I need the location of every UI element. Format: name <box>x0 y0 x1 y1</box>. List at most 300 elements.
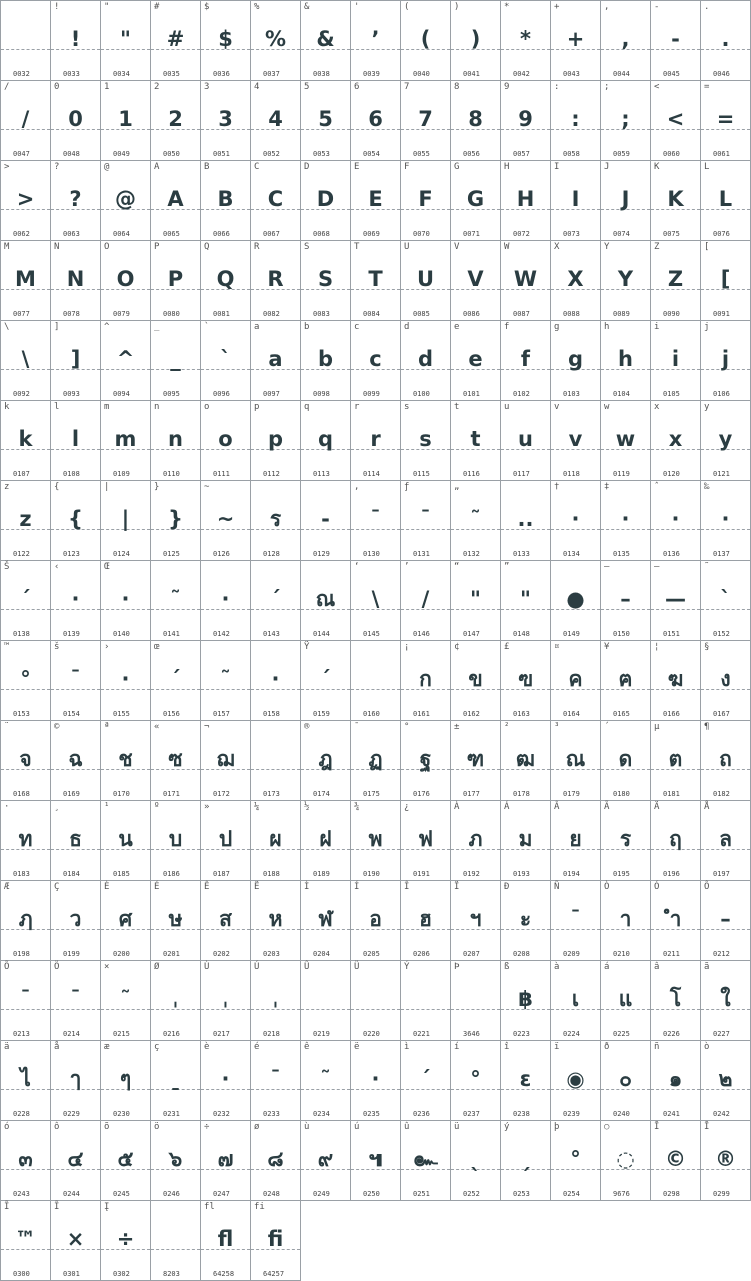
glyph-cell[interactable] <box>350 320 400 400</box>
glyph-cell[interactable] <box>500 1040 550 1120</box>
glyph-cell[interactable] <box>450 880 500 960</box>
glyph-cell[interactable] <box>200 320 250 400</box>
glyph-cell[interactable] <box>700 80 751 160</box>
glyph-reference-char: h <box>604 322 610 332</box>
glyph-cell[interactable] <box>350 80 400 160</box>
glyph-cell[interactable] <box>100 800 150 880</box>
glyph-cell[interactable] <box>500 800 550 880</box>
glyph-cell[interactable] <box>100 960 150 1040</box>
glyph-sample: ๗ <box>217 1147 234 1171</box>
glyph-cell[interactable] <box>50 800 100 880</box>
glyph-cell[interactable] <box>200 560 250 640</box>
glyph-cell[interactable] <box>400 1120 450 1201</box>
glyph-cell[interactable] <box>400 560 450 640</box>
glyph-cell[interactable] <box>250 240 300 320</box>
glyph-cell[interactable] <box>500 240 550 320</box>
glyph-cell[interactable] <box>200 480 250 560</box>
glyph-reference-char: è <box>204 1042 210 1052</box>
glyph-reference-char: „ <box>454 482 460 492</box>
glyph-cell[interactable] <box>100 160 150 240</box>
glyph-cell[interactable] <box>700 880 751 960</box>
glyph-cell[interactable] <box>350 0 400 80</box>
glyph-cell[interactable] <box>200 720 250 800</box>
glyph-cell[interactable] <box>350 640 400 720</box>
glyph-cell[interactable] <box>700 960 751 1040</box>
glyph-reference-char: ö <box>154 1122 160 1132</box>
glyph-cell[interactable] <box>450 1120 500 1201</box>
glyph-cell[interactable] <box>600 720 650 800</box>
glyph-cell[interactable] <box>350 880 400 960</box>
glyph-code: 0169 <box>63 790 80 798</box>
glyph-cell[interactable] <box>200 880 250 960</box>
glyph-cell[interactable] <box>50 0 100 80</box>
glyph-reference-char: ¦ <box>654 642 660 652</box>
glyph-cell[interactable] <box>0 160 50 240</box>
glyph-cell[interactable] <box>350 720 400 800</box>
glyph-cell[interactable] <box>450 1040 500 1120</box>
glyph-cell[interactable] <box>250 320 300 400</box>
glyph-cell[interactable] <box>700 1120 751 1201</box>
glyph-cell[interactable] <box>700 800 751 880</box>
glyph-code: 0243 <box>13 1190 30 1198</box>
glyph-sample: · <box>221 1067 230 1091</box>
glyph-cell[interactable] <box>100 1040 150 1120</box>
glyph-sample: ๘ <box>267 1147 284 1171</box>
glyph-cell[interactable] <box>550 720 600 800</box>
glyph-reference-char: Ú <box>254 962 260 972</box>
glyph-cell[interactable] <box>700 640 751 720</box>
glyph-cell[interactable] <box>50 960 100 1040</box>
glyph-cell[interactable] <box>650 720 700 800</box>
glyph-sample: พ <box>368 827 383 851</box>
glyph-cell[interactable] <box>600 240 650 320</box>
glyph-cell[interactable] <box>400 960 450 1040</box>
glyph-cell[interactable] <box>700 400 751 480</box>
glyph-cell[interactable] <box>500 400 550 480</box>
glyph-cell[interactable] <box>400 80 450 160</box>
glyph-cell[interactable] <box>350 240 400 320</box>
glyph-code: 0181 <box>663 790 680 798</box>
glyph-cell[interactable] <box>300 1120 350 1201</box>
glyph-cell[interactable] <box>450 400 500 480</box>
glyph-cell[interactable] <box>500 880 550 960</box>
glyph-cell[interactable] <box>50 640 100 720</box>
glyph-cell[interactable] <box>550 80 600 160</box>
glyph-cell[interactable] <box>150 400 200 480</box>
glyph-sample: p <box>267 427 284 451</box>
glyph-cell[interactable] <box>650 1040 700 1120</box>
glyph-cell[interactable] <box>100 480 150 560</box>
glyph-cell[interactable] <box>0 560 50 640</box>
glyph-cell[interactable] <box>450 960 500 1040</box>
glyph-cell[interactable] <box>650 240 700 320</box>
glyph-cell[interactable] <box>100 880 150 960</box>
glyph-cell[interactable] <box>50 560 100 640</box>
glyph-cell[interactable] <box>550 480 600 560</box>
glyph-reference-char: ½ <box>304 802 310 812</box>
glyph-cell[interactable] <box>200 80 250 160</box>
glyph-reference-char: \ <box>4 322 10 332</box>
glyph-cell[interactable] <box>550 160 600 240</box>
glyph-cell[interactable] <box>500 960 550 1040</box>
glyph-code: 0133 <box>513 550 530 558</box>
glyph-sample: P <box>167 267 184 291</box>
glyph-code: 0138 <box>13 630 30 638</box>
glyph-cell[interactable] <box>0 800 50 880</box>
glyph-cell[interactable] <box>650 880 700 960</box>
glyph-cell[interactable] <box>150 160 200 240</box>
glyph-cell[interactable] <box>0 80 50 160</box>
glyph-cell[interactable] <box>300 560 350 640</box>
glyph-cell[interactable] <box>650 160 700 240</box>
glyph-cell[interactable] <box>300 960 350 1040</box>
glyph-cell[interactable] <box>200 640 250 720</box>
glyph-cell[interactable] <box>0 1120 50 1200</box>
glyph-cell[interactable] <box>250 160 300 240</box>
glyph-cell[interactable] <box>600 560 650 640</box>
glyph-cell[interactable] <box>700 0 751 80</box>
glyph-cell[interactable] <box>50 240 100 320</box>
glyph-cell[interactable] <box>650 960 700 1040</box>
glyph-cell[interactable] <box>400 400 450 480</box>
glyph-cell[interactable] <box>50 880 100 960</box>
glyph-cell[interactable] <box>500 320 550 400</box>
glyph-reference-char: E <box>354 162 360 172</box>
glyph-cell[interactable] <box>600 0 650 80</box>
glyph-cell[interactable] <box>250 0 300 80</box>
glyph-reference-char: # <box>154 2 160 12</box>
glyph-cell[interactable] <box>100 400 150 480</box>
glyph-cell[interactable] <box>200 0 250 80</box>
glyph-cell[interactable] <box>100 80 150 160</box>
glyph-sample: K <box>667 187 684 211</box>
glyph-cell[interactable] <box>400 640 450 720</box>
glyph-code: 0177 <box>463 790 480 798</box>
glyph-cell[interactable] <box>700 160 751 240</box>
glyph-cell[interactable] <box>650 640 700 720</box>
glyph-cell[interactable] <box>250 720 300 800</box>
glyph-cell[interactable] <box>500 1120 550 1201</box>
glyph-cell[interactable] <box>700 560 751 640</box>
glyph-cell[interactable] <box>600 400 650 480</box>
glyph-cell[interactable] <box>550 880 600 960</box>
glyph-cell[interactable] <box>250 480 300 560</box>
glyph-cell[interactable] <box>500 640 550 720</box>
glyph-cell[interactable] <box>650 560 700 640</box>
glyph-cell[interactable] <box>550 400 600 480</box>
glyph-code: 0054 <box>363 150 380 158</box>
glyph-cell[interactable] <box>100 640 150 720</box>
glyph-cell[interactable] <box>150 240 200 320</box>
glyph-cell[interactable] <box>400 720 450 800</box>
glyph-cell[interactable] <box>150 480 200 560</box>
glyph-cell[interactable] <box>250 880 300 960</box>
glyph-cell[interactable] <box>600 1120 650 1201</box>
glyph-cell[interactable] <box>300 720 350 800</box>
glyph-cell[interactable] <box>150 80 200 160</box>
glyph-cell[interactable] <box>250 1200 301 1281</box>
glyph-cell[interactable] <box>250 960 300 1040</box>
glyph-cell[interactable] <box>50 1120 100 1200</box>
glyph-cell[interactable] <box>600 320 650 400</box>
glyph-sample: + <box>566 27 585 51</box>
glyph-code: 9676 <box>613 1190 630 1198</box>
baseline-guide <box>451 1009 500 1010</box>
glyph-cell[interactable] <box>450 720 500 800</box>
glyph-cell[interactable] <box>100 320 150 400</box>
glyph-cell[interactable] <box>500 720 550 800</box>
glyph-cell[interactable] <box>50 400 100 480</box>
glyph-cell[interactable] <box>700 1040 751 1120</box>
glyph-cell[interactable] <box>50 320 100 400</box>
glyph-cell[interactable] <box>350 1120 400 1201</box>
glyph-code: 0103 <box>563 390 580 398</box>
glyph-reference-char: Ü <box>354 962 360 972</box>
glyph-cell[interactable] <box>0 960 50 1040</box>
glyph-cell[interactable] <box>150 0 200 80</box>
glyph-cell[interactable] <box>600 960 650 1040</box>
glyph-code: 0189 <box>313 870 330 878</box>
glyph-cell[interactable] <box>400 480 450 560</box>
glyph-cell[interactable] <box>650 320 700 400</box>
glyph-code: 8203 <box>163 1270 180 1278</box>
glyph-code: 0065 <box>163 230 180 238</box>
glyph-cell[interactable] <box>0 400 50 480</box>
glyph-reference-char: ¨ <box>4 722 10 732</box>
glyph-cell[interactable] <box>300 80 350 160</box>
glyph-cell[interactable] <box>550 320 600 400</box>
glyph-cell[interactable] <box>150 640 200 720</box>
glyph-cell[interactable] <box>400 160 450 240</box>
glyph-reference-char: Í <box>354 882 360 892</box>
glyph-sample: ฉ <box>68 747 83 771</box>
glyph-cell[interactable] <box>550 1040 600 1120</box>
glyph-reference-char: ü <box>454 1122 460 1132</box>
glyph-cell[interactable] <box>550 640 600 720</box>
glyph-cell[interactable] <box>250 1040 300 1120</box>
glyph-cell[interactable] <box>300 880 350 960</box>
glyph-cell[interactable] <box>200 800 250 880</box>
glyph-sample: ฑ <box>466 747 485 771</box>
glyph-reference-char: ' <box>354 2 360 12</box>
glyph-sample: k <box>18 427 33 451</box>
glyph-cell[interactable] <box>150 1120 200 1200</box>
glyph-cell[interactable] <box>0 480 50 560</box>
glyph-cell[interactable] <box>500 80 550 160</box>
glyph-cell[interactable] <box>0 240 50 320</box>
glyph-cell[interactable] <box>550 560 600 640</box>
glyph-cell[interactable] <box>50 160 100 240</box>
glyph-cell[interactable] <box>500 160 550 240</box>
glyph-cell[interactable] <box>300 480 350 560</box>
glyph-cell[interactable] <box>600 480 650 560</box>
glyph-cell[interactable] <box>450 320 500 400</box>
glyph-sample: ฯ <box>469 907 482 931</box>
glyph-sample: [ <box>720 267 731 291</box>
glyph-cell[interactable] <box>550 1120 600 1201</box>
glyph-reference-char: O <box>104 242 110 252</box>
glyph-cell[interactable] <box>450 640 500 720</box>
glyph-cell[interactable] <box>700 240 751 320</box>
glyph-code: 0198 <box>13 950 30 958</box>
glyph-cell[interactable] <box>350 800 400 880</box>
glyph-reference-char: _ <box>154 322 160 332</box>
glyph-cell[interactable] <box>400 1040 450 1120</box>
glyph-cell[interactable] <box>150 560 200 640</box>
glyph-cell[interactable] <box>400 320 450 400</box>
glyph-cell[interactable] <box>100 240 150 320</box>
glyph-sample: ˎ <box>470 1147 481 1171</box>
glyph-sample: 0 <box>68 107 83 131</box>
glyph-cell[interactable] <box>500 560 550 640</box>
glyph-cell[interactable] <box>550 960 600 1040</box>
glyph-cell[interactable] <box>650 800 700 880</box>
glyph-cell[interactable] <box>400 800 450 880</box>
glyph-cell[interactable] <box>600 160 650 240</box>
glyph-cell[interactable] <box>0 0 50 80</box>
glyph-cell[interactable] <box>550 0 600 80</box>
glyph-code: 0242 <box>713 1110 730 1118</box>
glyph-cell[interactable] <box>450 560 500 640</box>
glyph-cell[interactable] <box>200 1040 250 1120</box>
glyph-cell[interactable] <box>250 1120 300 1200</box>
glyph-cell[interactable] <box>50 720 100 800</box>
glyph-cell[interactable] <box>700 480 751 560</box>
glyph-cell[interactable] <box>450 800 500 880</box>
glyph-sample: & <box>316 27 335 51</box>
glyph-cell[interactable] <box>200 1200 250 1281</box>
glyph-reference-char: : <box>554 82 560 92</box>
glyph-sample: z <box>19 507 32 531</box>
glyph-code: 0301 <box>63 1270 80 1278</box>
glyph-cell[interactable] <box>200 960 250 1040</box>
glyph-cell[interactable] <box>600 640 650 720</box>
glyph-code: 0069 <box>363 230 380 238</box>
glyph-reference-char: ˆ <box>654 482 660 492</box>
glyph-cell[interactable] <box>300 160 350 240</box>
glyph-cell[interactable] <box>0 640 50 720</box>
glyph-sample: J <box>621 187 630 211</box>
glyph-sample: M <box>15 267 36 291</box>
glyph-cell[interactable] <box>350 400 400 480</box>
glyph-cell[interactable] <box>50 480 100 560</box>
glyph-cell[interactable] <box>450 80 500 160</box>
glyph-cell[interactable] <box>300 0 350 80</box>
glyph-cell[interactable] <box>300 800 350 880</box>
glyph-code: 0130 <box>363 550 380 558</box>
glyph-cell[interactable] <box>200 1120 250 1200</box>
glyph-cell[interactable] <box>50 80 100 160</box>
glyph-reference-char: Ø <box>154 962 160 972</box>
glyph-cell[interactable] <box>100 720 150 800</box>
glyph-cell[interactable] <box>450 240 500 320</box>
glyph-cell[interactable] <box>650 1120 700 1201</box>
glyph-cell[interactable] <box>150 320 200 400</box>
glyph-cell[interactable] <box>200 400 250 480</box>
glyph-cell[interactable] <box>150 880 200 960</box>
glyph-cell[interactable] <box>50 1200 100 1281</box>
glyph-reference-char: © <box>54 722 60 732</box>
glyph-cell[interactable] <box>500 0 550 80</box>
glyph-reference-char: ) <box>454 2 460 12</box>
glyph-cell[interactable] <box>150 960 200 1040</box>
glyph-cell[interactable] <box>250 400 300 480</box>
glyph-cell[interactable] <box>600 800 650 880</box>
glyph-cell[interactable] <box>600 80 650 160</box>
glyph-cell[interactable] <box>150 1040 200 1120</box>
glyph-cell[interactable] <box>100 1200 150 1281</box>
glyph-cell[interactable] <box>350 480 400 560</box>
glyph-sample: · <box>671 507 680 531</box>
glyph-cell[interactable] <box>250 80 300 160</box>
glyph-cell[interactable] <box>350 960 400 1040</box>
glyph-cell[interactable] <box>650 480 700 560</box>
glyph-cell[interactable] <box>100 560 150 640</box>
glyph-cell[interactable] <box>450 0 500 80</box>
glyph-cell[interactable] <box>650 80 700 160</box>
glyph-sample: — <box>665 587 686 611</box>
glyph-cell[interactable] <box>400 880 450 960</box>
glyph-cell[interactable] <box>150 720 200 800</box>
glyph-cell[interactable] <box>100 0 150 80</box>
glyph-cell[interactable] <box>350 560 400 640</box>
glyph-sample: จ <box>19 747 32 771</box>
glyph-cell[interactable] <box>300 400 350 480</box>
glyph-cell[interactable] <box>200 240 250 320</box>
glyph-sample: ป <box>218 827 233 851</box>
glyph-cell[interactable] <box>700 320 751 400</box>
glyph-cell[interactable] <box>250 560 300 640</box>
glyph-code: 0074 <box>613 230 630 238</box>
glyph-cell[interactable] <box>500 480 550 560</box>
glyph-cell[interactable] <box>300 1040 350 1120</box>
glyph-cell[interactable] <box>150 800 200 880</box>
glyph-cell[interactable] <box>600 880 650 960</box>
glyph-cell[interactable] <box>200 160 250 240</box>
glyph-cell[interactable] <box>400 240 450 320</box>
glyph-cell[interactable] <box>700 720 751 800</box>
glyph-cell[interactable] <box>0 1040 50 1120</box>
glyph-cell[interactable] <box>550 240 600 320</box>
glyph-cell[interactable] <box>350 1040 400 1120</box>
glyph-cell[interactable] <box>50 1040 100 1120</box>
glyph-cell[interactable] <box>450 480 500 560</box>
glyph-cell[interactable] <box>650 400 700 480</box>
glyph-cell[interactable] <box>0 880 50 960</box>
glyph-cell[interactable] <box>0 1200 50 1281</box>
glyph-cell[interactable] <box>400 0 450 80</box>
glyph-code: 0180 <box>613 790 630 798</box>
glyph-cell[interactable] <box>0 320 50 400</box>
glyph-cell[interactable] <box>350 160 400 240</box>
glyph-cell[interactable] <box>550 800 600 880</box>
glyph-cell[interactable] <box>100 1120 150 1200</box>
glyph-cell[interactable] <box>300 640 350 720</box>
glyph-cell[interactable] <box>450 160 500 240</box>
glyph-cell[interactable] <box>0 720 50 800</box>
glyph-cell[interactable] <box>250 640 300 720</box>
glyph-sample: · <box>121 667 130 691</box>
glyph-sample: < <box>666 107 685 131</box>
glyph-cell[interactable] <box>250 800 300 880</box>
glyph-cell[interactable] <box>150 1200 200 1281</box>
glyph-cell[interactable] <box>600 1040 650 1120</box>
glyph-cell[interactable] <box>300 240 350 320</box>
glyph-cell[interactable] <box>300 320 350 400</box>
glyph-cell[interactable] <box>650 0 700 80</box>
glyph-sample: อ <box>369 907 382 931</box>
glyph-reference-char: ÷ <box>204 1122 210 1132</box>
